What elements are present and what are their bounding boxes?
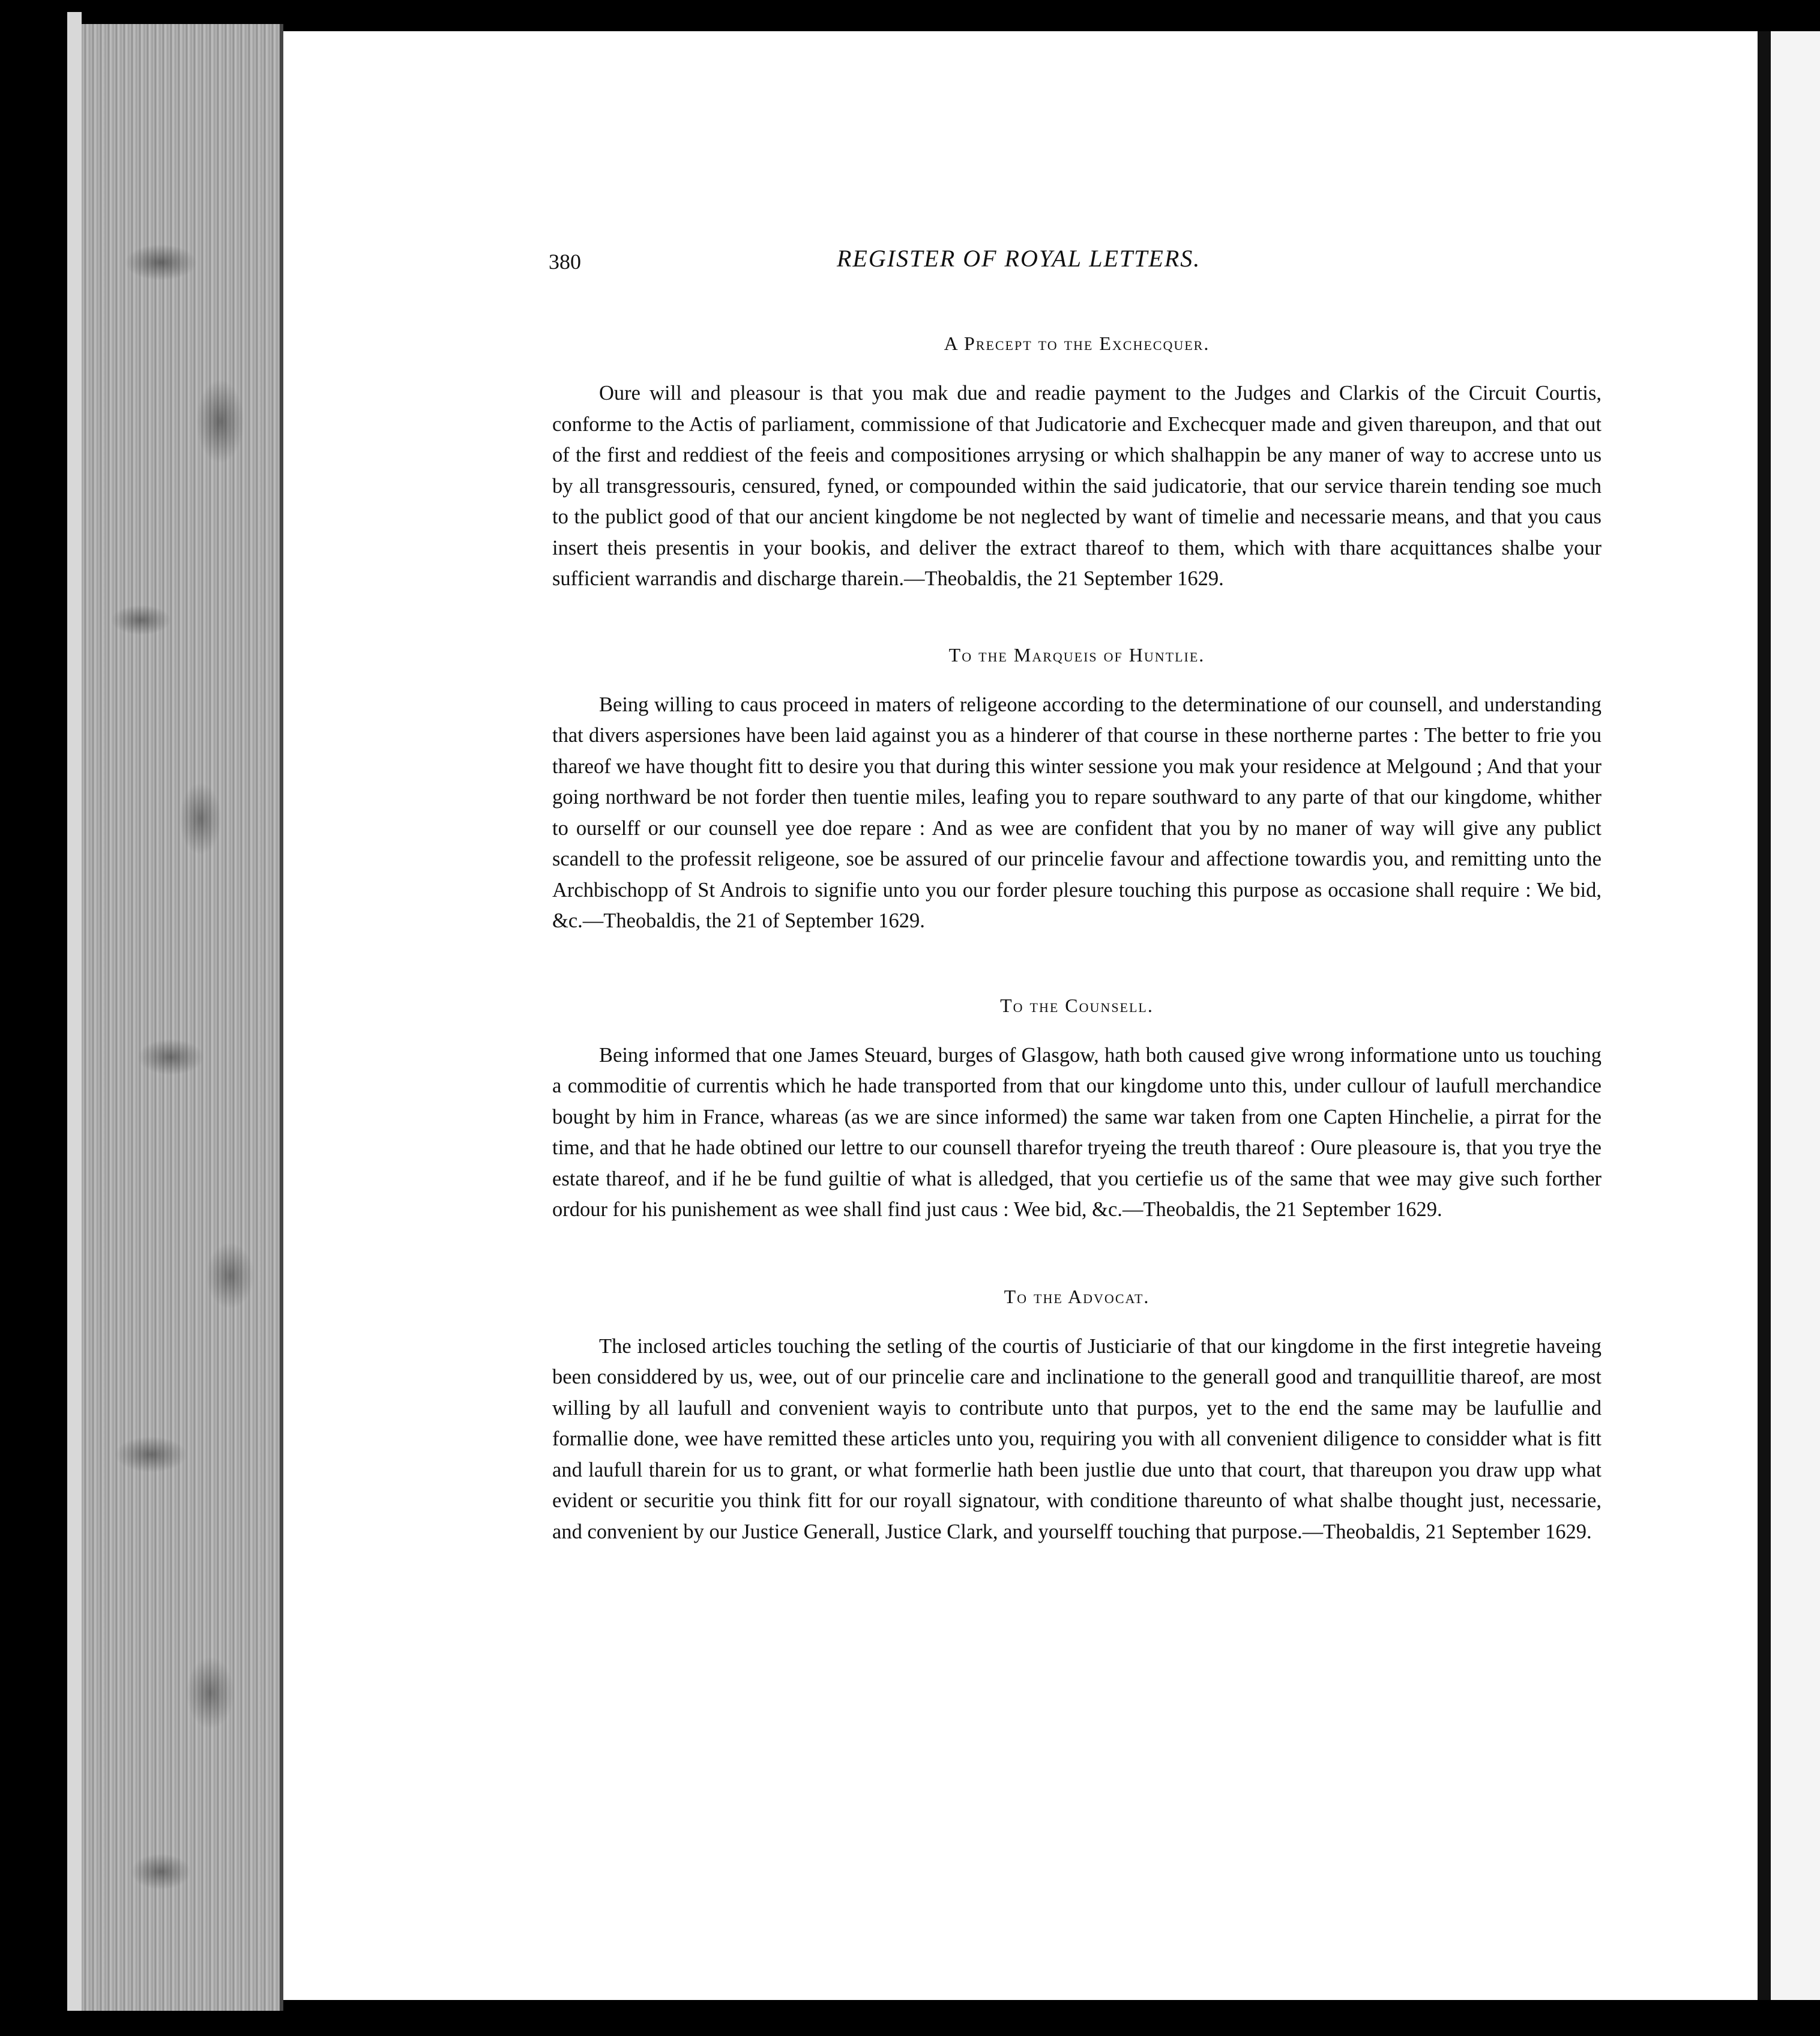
- page-body: [552, 331, 1602, 1547]
- section-spacer: [552, 937, 1602, 993]
- section-heading: To the Counsell.: [1000, 994, 1154, 1016]
- section-heading: To the Advocat.: [1004, 1285, 1150, 1307]
- section-paragraph: Being informed that one James Steuard, burges of Glasgow, hath both caused give wrong informatione unto us touching a commoditie of currentis which he hade transported from that our kingdome unto this, under cullour of laufull merchandice bought by him in France, whareas (as we are since informed) the same war taken from one Capten Hinchelie, a pirrat for the time, and that he hade obtined our lettre to our counsell tharefor tryeing the treuth thareof : Oure pleasoure is, that you trye the estate thareof, and if he be fund guiltie of what is alledged, that you certiefie us of the same that wee may give such forther ordour for his punishement as wee shall find just caus : Wee bid, &c.—Theobaldis, the 21 September 1629.: [552, 1043, 1602, 1221]
- section-precept-exchecquer: [552, 331, 1602, 595]
- section-paragraph: Oure will and pleasour is that you mak due and readie payment to the Judges and Clarkis of the Circuit Courtis, conforme to the Actis of parliament, commissione of that Judicatorie and Exchecquer made and given thareupon, and that out of the first and reddiest of the feeis and compositiones arrysing or which shalhappin be any maner of way to accrese unto us by all transgressouris, censured, fyned, or compounded within the said judicatorie, that our service tharein tending soe much to the publict good of that our ancient kingdome be not neglected by want of timelie and necessarie means, and that you caus insert theis presentis in your bookis, and deliver the extract thareof to them, which with thare acquittances shalbe your sufficient warrandis and discharge tharein.—Theobaldis, the 21 September 1629.: [552, 382, 1602, 590]
- section-spacer: [552, 1226, 1602, 1285]
- section-advocat: [552, 1285, 1602, 1548]
- page-fore-edge: [82, 24, 280, 2011]
- book-spine: [67, 12, 82, 2011]
- page-number: 380: [549, 250, 581, 274]
- section-paragraph: The inclosed articles touching the setling of the courtis of Justiciarie of that our kingdome in the first integretie haveing been considdered by us, wee, out of our princelie care and inclinatione to the generall good and tranquillitie thareof, are most willing by all laufull and convenient wayis to contribute unto that purpos, yet to the end the same may be laufullie and formallie done, wee have remitted these articles unto you, requiring you with all convenient diligence to considder what is fitt and laufull tharein for us to grant, or what formerlie hath been justlie due unto that court, that thareupon you draw upp what evident or securitie you think fitt for our royall signatour, with conditione thareunto of what shalbe thought just, necessarie, and convenient by our Justice Generall, Justice Clark, and yourselff touching that purpose.—Theobaldis, 21 September 1629.: [552, 1334, 1602, 1543]
- section-paragraph: Being willing to caus proceed in maters of religeone according to the determinatione of our counsell, and understanding that divers aspersiones have been laid against you as a hinderer of that course in these northerne partes : The better to frie you thareof we have thought fitt to desire you that during this winter sessione you mak your residence at Melgound ; And that your going northward be not forder then tuentie miles, leafing you to repare southward to any parte of that our kingdome, whither to ourselff or our counsell yee doe repare : And as wee are confident that you by no maner of way will give any publict scandell to the professit religeone, soe be assured of our princelie favour and affectione towardis you, and remitting unto the Archbischopp of St Androis to signifie unto you our forder plesure touching this purpose as occasione shall require : We bid, &c.—Theobaldis, the 21 of September 1629.: [552, 693, 1602, 932]
- section-spacer: [552, 595, 1602, 643]
- section-marqueis-huntlie: [552, 643, 1602, 937]
- section-heading: A Precept to the Exchecquer.: [944, 333, 1210, 354]
- page-header: [549, 238, 1629, 286]
- scan-bottom-border: [0, 2011, 1820, 2036]
- facing-page-margin: [1771, 31, 1820, 2000]
- right-binding-edge: [1758, 31, 1771, 2000]
- printed-page: [283, 31, 1758, 2000]
- section-counsell: [552, 993, 1602, 1226]
- fore-edge-speckles: [82, 24, 280, 2011]
- running-title: REGISTER OF ROYAL LETTERS.: [837, 245, 1201, 272]
- section-heading: To the Marqueis of Huntlie.: [948, 643, 1205, 666]
